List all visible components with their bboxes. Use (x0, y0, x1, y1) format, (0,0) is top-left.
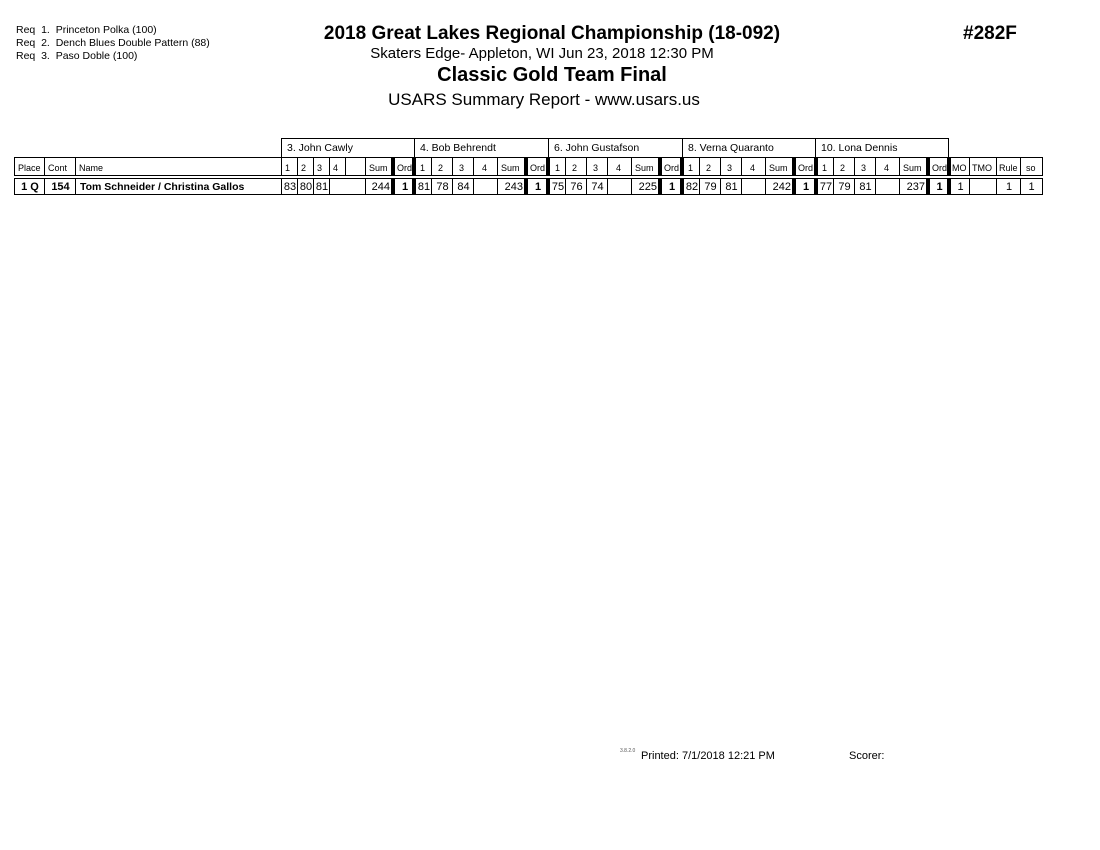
ord-cell: 1 (524, 178, 548, 195)
ord-cell: 1 (658, 178, 682, 195)
col-header-score-2: 2 (565, 157, 587, 176)
col-header-score-3: 3 (720, 157, 742, 176)
col-header-score-2: 2 (431, 157, 453, 176)
score-cell: 81 (854, 178, 876, 195)
col-header-sum: Sum (899, 157, 927, 176)
version-label: 3.8.2.0 (620, 748, 636, 754)
col-header-tmo: TMO (969, 157, 997, 176)
sum-cell: 237 (899, 178, 927, 195)
rule-cell: 1 (996, 178, 1021, 195)
score-cell (329, 178, 366, 195)
scorer-label: Scorer: (849, 750, 885, 762)
col-header-score-2: 2 (833, 157, 855, 176)
score-cell: 80 (297, 178, 314, 195)
col-header-sum: Sum (765, 157, 793, 176)
col-header-name: Name (75, 157, 282, 176)
col-header-score-1: 1 (281, 157, 298, 176)
ord-cell: 1 (792, 178, 816, 195)
judge-header-2: 4. Bob Behrendt (414, 138, 549, 157)
printed-timestamp: Printed: 7/1/2018 12:21 PM (641, 750, 775, 762)
score-cell: 79 (833, 178, 855, 195)
report-title: USARS Summary Report - www.usars.us (388, 90, 700, 109)
so-cell: 1 (1020, 178, 1043, 195)
col-header-place: Place (14, 157, 45, 176)
col-header-score-2: 2 (699, 157, 721, 176)
event-number: #282F (963, 23, 1017, 44)
col-header-mo: MO (947, 157, 970, 176)
col-header-cont: Cont (44, 157, 76, 176)
score-cell: 81 (412, 178, 432, 195)
score-cell: 74 (586, 178, 608, 195)
col-header-score-4: 4 (741, 157, 766, 176)
col-header-score-3: 3 (854, 157, 876, 176)
judge-header-1: 3. John Cawly (281, 138, 415, 157)
score-cell: 83 (281, 178, 298, 195)
event-title: Classic Gold Team Final (437, 64, 667, 86)
col-spacer (345, 157, 366, 176)
requirement-item: Req 3. Paso Doble (100) (16, 50, 138, 62)
judge-header-4: 8. Verna Quaranto (682, 138, 816, 157)
col-header-ord: Ord (926, 157, 949, 176)
place-cell: 1 Q (14, 178, 45, 195)
score-cell (875, 178, 900, 195)
col-header-so: so (1020, 157, 1043, 176)
ord-cell: 1 (391, 178, 415, 195)
col-header-score-1: 1 (412, 157, 432, 176)
competition-title: 2018 Great Lakes Regional Championship (18-092) (323, 23, 781, 44)
score-cell: 79 (699, 178, 721, 195)
judge-header-5: 10. Lona Dennis (815, 138, 949, 157)
score-cell: 75 (546, 178, 566, 195)
judge-header-3: 6. John Gustafson (548, 138, 683, 157)
col-header-score-3: 3 (586, 157, 608, 176)
cont-cell: 154 (44, 178, 76, 195)
col-header-score-1: 1 (814, 157, 834, 176)
requirement-item: Req 1. Princeton Polka (100) (16, 24, 157, 36)
col-header-sum: Sum (497, 157, 525, 176)
col-header-score-3: 3 (452, 157, 474, 176)
location-date: Skaters Edge- Appleton, WI Jun 23, 2018 12:30 PM (370, 45, 714, 62)
col-header-score-4: 4 (875, 157, 900, 176)
col-header-ord: Ord (658, 157, 682, 176)
sum-cell: 244 (365, 178, 392, 195)
col-header-score-4: 4 (329, 157, 346, 176)
tmo-cell (969, 178, 997, 195)
col-header-sum: Sum (365, 157, 392, 176)
col-header-score-4: 4 (607, 157, 632, 176)
col-header-score-1: 1 (546, 157, 566, 176)
col-header-score-1: 1 (680, 157, 700, 176)
col-header-score-4: 4 (473, 157, 498, 176)
score-cell: 81 (313, 178, 330, 195)
score-cell (607, 178, 632, 195)
mo-cell: 1 (947, 178, 970, 195)
col-header-ord: Ord (524, 157, 548, 176)
score-cell: 82 (680, 178, 700, 195)
sum-cell: 225 (631, 178, 659, 195)
col-header-ord: Ord (792, 157, 816, 176)
score-cell: 78 (431, 178, 453, 195)
sum-cell: 242 (765, 178, 793, 195)
col-header-ord: Ord (391, 157, 415, 176)
score-cell: 76 (565, 178, 587, 195)
name-cell: Tom Schneider / Christina Gallos (75, 178, 282, 195)
score-cell (741, 178, 766, 195)
score-cell: 81 (720, 178, 742, 195)
ord-cell: 1 (926, 178, 949, 195)
requirement-item: Req 2. Dench Blues Double Pattern (88) (16, 37, 210, 49)
col-header-sum: Sum (631, 157, 659, 176)
sum-cell: 243 (497, 178, 525, 195)
col-header-rule: Rule (996, 157, 1021, 176)
col-header-score-3: 3 (313, 157, 330, 176)
score-cell: 84 (452, 178, 474, 195)
score-cell (473, 178, 498, 195)
score-cell: 77 (814, 178, 834, 195)
col-header-score-2: 2 (297, 157, 314, 176)
